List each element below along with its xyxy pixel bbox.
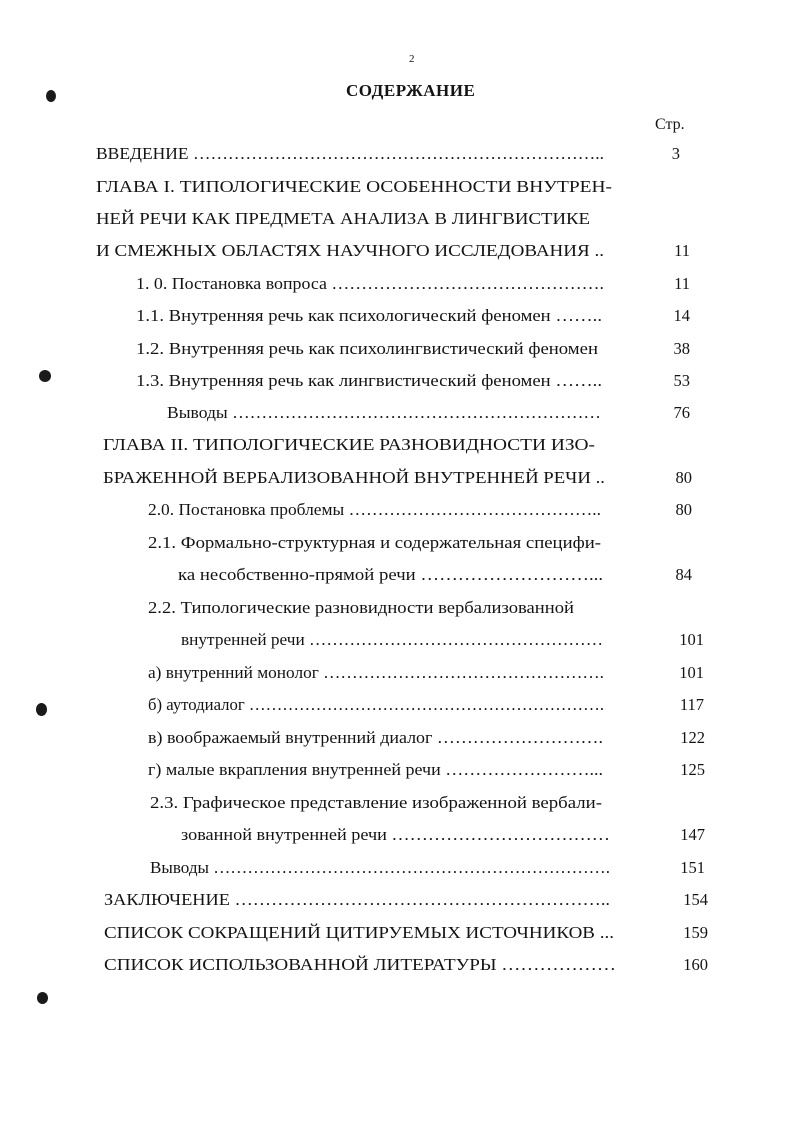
toc-entry-text: а) внутренний монолог …………………………………………. (148, 663, 604, 682)
toc-entry-text: 1. 0. Постановка вопроса ………………………………………. (136, 274, 604, 293)
toc-entry-text: НЕЙ РЕЧИ КАК ПРЕДМЕТА АНАЛИЗА В ЛИНГВИСТИКЕ (96, 209, 590, 228)
toc-entry-text: 1.1. Внутренняя речь как психологический феномен …….. (136, 306, 602, 325)
toc-entry-text: 1.2. Внутренняя речь как психолингвистический феномен (136, 339, 598, 358)
toc-entry-text: г) малые вкрапления внутренней речи ……………………... (148, 760, 603, 779)
toc-entry-page: 101 (679, 663, 704, 682)
toc-entry-text: 2.0. Постановка проблемы …………………………………….. (148, 500, 601, 519)
toc-entry-page: 84 (675, 565, 692, 584)
toc-entry-page: 53 (673, 371, 690, 390)
toc-entry-page: 101 (679, 630, 704, 649)
toc-entry-text: ка несобственно-прямой речи ………………………... (178, 565, 603, 584)
toc-entry-page: 159 (683, 923, 708, 942)
toc-entry-page: 14 (673, 306, 690, 325)
toc-entry-page: 80 (675, 500, 692, 519)
scan-artifact (46, 90, 56, 102)
toc-entry-page: 76 (673, 403, 690, 422)
toc-entry-text: 2.1. Формально-структурная и содержательная специфи- (148, 533, 601, 552)
toc-entry-text: Выводы ……………………………………………………… (167, 403, 601, 422)
toc-entry-page: 147 (680, 825, 705, 844)
toc-entry-page: 80 (675, 468, 692, 487)
toc-entry-page: 151 (680, 858, 705, 877)
toc-entry-page: 11 (674, 241, 690, 260)
toc-entry-page: 160 (683, 955, 708, 974)
toc-entry-text: 2.2. Типологические разновидности вербализованной (148, 598, 574, 617)
toc-entry-text: ГЛАВА I. ТИПОЛОГИЧЕСКИЕ ОСОБЕННОСТИ ВНУТРЕН- (96, 177, 612, 196)
toc-entry-page: 3 (671, 144, 680, 163)
page-number: 2 (409, 53, 415, 65)
toc-entry-text: ВВЕДЕНИЕ …………………………………………………………….. (96, 144, 604, 163)
scan-artifact (37, 992, 48, 1004)
document-title: СОДЕРЖАНИЕ (346, 81, 476, 100)
toc-entry-page: 117 (679, 695, 704, 714)
toc-entry-text: ЗАКЛЮЧЕНИЕ …………………………………………………….. (104, 890, 610, 909)
toc-entry-text: в) воображаемый внутренний диалог ………………………. (148, 728, 603, 747)
toc-entry-text: б) аутодиалог ………………………………………………………. (148, 695, 604, 714)
toc-entry-text: 1.3. Внутренняя речь как лингвистический феномен …….. (136, 371, 602, 390)
toc-entry-page: 154 (683, 890, 708, 909)
toc-entry-text: И СМЕЖНЫХ ОБЛАСТЯХ НАУЧНОГО ИССЛЕДОВАНИЯ .. (96, 241, 604, 260)
scan-artifact (39, 370, 51, 382)
toc-entry-text: зованной внутренней речи ……………………………… (181, 825, 610, 844)
toc-entry-text: внутренней речи …………………………………………… (181, 630, 603, 649)
page-column-header: Стр. (655, 116, 685, 133)
toc-entry-page: 11 (674, 274, 690, 293)
toc-entry-page: 38 (673, 339, 690, 358)
toc-entry-page: 125 (680, 760, 705, 779)
scan-artifact (36, 703, 47, 716)
toc-entry-text: Выводы ……………………………………………………………. (150, 858, 610, 877)
toc-entry-text: ГЛАВА II. ТИПОЛОГИЧЕСКИЕ РАЗНОВИДНОСТИ ИЗО- (103, 435, 595, 454)
toc-entry-text: СПИСОК ИСПОЛЬЗОВАННОЙ ЛИТЕРАТУРЫ ……………… (104, 955, 616, 974)
toc-entry-page: 122 (680, 728, 705, 747)
toc-entry-text: БРАЖЕННОЙ ВЕРБАЛИЗОВАННОЙ ВНУТРЕННЕЙ РЕЧИ .. (103, 468, 605, 487)
toc-entry-text: СПИСОК СОКРАЩЕНИЙ ЦИТИРУЕМЫХ ИСТОЧНИКОВ ... (104, 923, 614, 942)
toc-entry-text: 2.3. Графическое представление изображенной вербали- (150, 793, 602, 812)
